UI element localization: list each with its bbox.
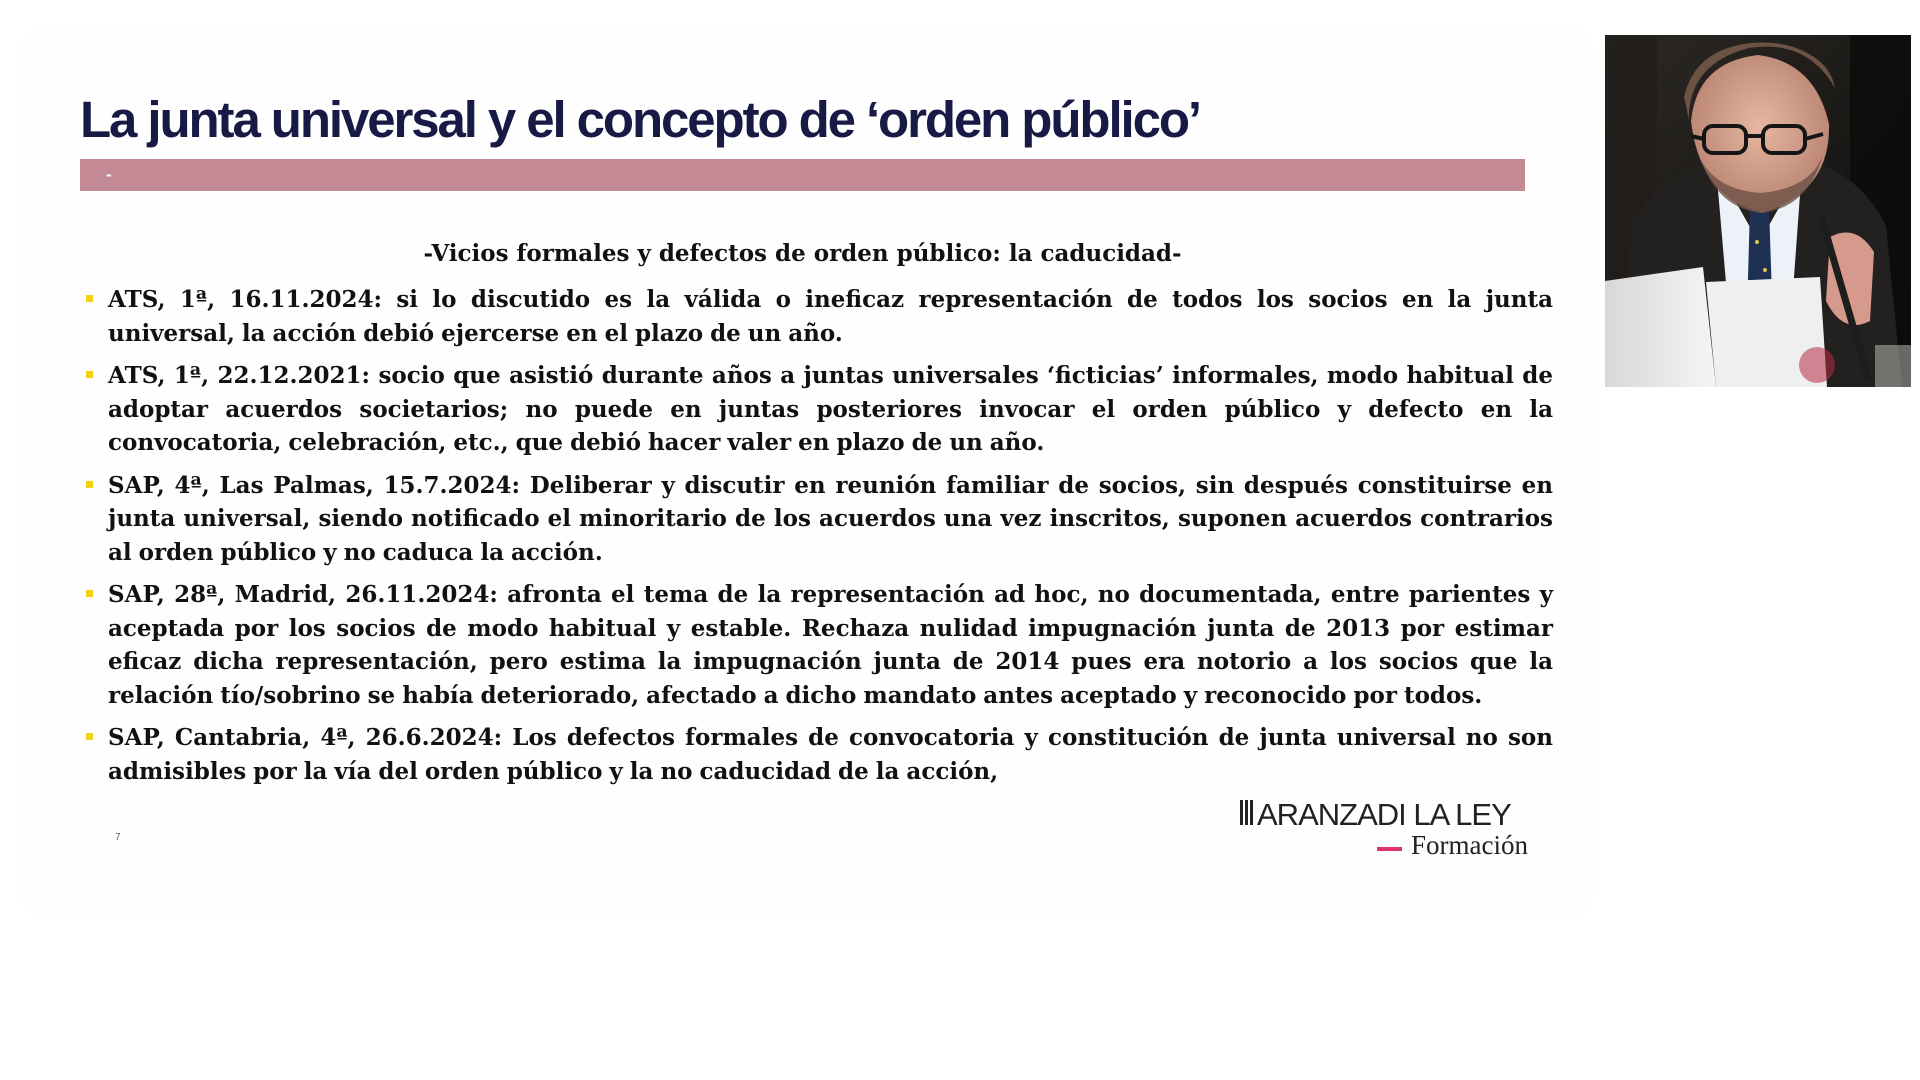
speaker-image: [1605, 35, 1911, 387]
bullet-marker-icon: [86, 371, 93, 378]
aranzadi-la-ley-logo: [1240, 795, 1560, 905]
water-glass: [1875, 345, 1911, 387]
bullet-text-1: ATS, 1ª, 16.11.2024: si lo discutido es la válida o ineficaz representación de todos los socios en la junta universal, la acción debió ejercerse en el plazo de un año.: [108, 286, 1553, 347]
speaker-camera-feed: [1605, 35, 1911, 387]
presentation-slide: [30, 35, 1585, 910]
logo-sub-text: Formación: [1411, 830, 1528, 860]
bullet-text-4: SAP, 28ª, Madrid, 26.11.2024: afronta el tema de la representación ad hoc, no documentada, entre parientes y aceptada por los socios de modo habitual y estable. Rechaza nulidad impugnación junta de 2013 por estimar eficaz dicha representación, pero estima la impugnación junta de 2014 pues era notorio a los socios que la relación tío/sobrino se había deteriorado, afectado a dicho mandato antes aceptado y reconocido por todos.: [108, 581, 1553, 709]
bullet-marker-icon: [86, 481, 93, 488]
bullet-item-3: [108, 469, 1553, 570]
bullet-item-5: [108, 721, 1553, 788]
logo-main-text: ARANZADI LA LEY: [1257, 797, 1511, 832]
bullet-list: [108, 283, 1553, 797]
bullet-marker-icon: [86, 590, 93, 597]
slide-title: La junta universal y el concepto de ‘orden público’: [80, 91, 1200, 148]
bullet-item-1: [108, 283, 1553, 350]
bullet-item-4: [108, 578, 1553, 712]
bullet-text-5: SAP, Cantabria, 4ª, 26.6.2024: Los defectos formales de convocatoria y constitución de junta universal no son admisibles por la vía del orden público y la no caducidad de la acción,: [108, 724, 1553, 785]
slide-subheading: -Vicios formales y defectos de orden público: la caducidad-: [423, 240, 1182, 267]
title-bar-mark: -: [106, 165, 112, 184]
bullet-marker-icon: [86, 295, 93, 302]
logo-accent-dash: [1377, 847, 1402, 851]
bullet-item-2: [108, 359, 1553, 460]
slide-page-number: 7: [115, 832, 121, 843]
bullet-text-2: ATS, 1ª, 22.12.2021: socio que asistió durante años a juntas universales ‘ficticias’ informales, modo habitual de adoptar acuerdos societarios; no puede en juntas posteriores invocar el orden público y defecto en la convocatoria, celebración, etc., que debió hacer valer en plazo de un año.: [108, 362, 1553, 456]
bullet-marker-icon: [86, 733, 93, 740]
bullet-text-3: SAP, 4ª, Las Palmas, 15.7.2024: Deliberar y discutir en reunión familiar de socios, sin después constituirse en junta universal, siendo notificado el minoritario de los acuerdos una vez inscritos, suponen acuerdos contrarios al orden público y no caduca la acción.: [108, 471, 1553, 566]
laptop-left: [1605, 267, 1716, 387]
title-bar: [80, 159, 1525, 191]
logo-lines-icon: [1240, 800, 1256, 825]
red-object: [1799, 347, 1835, 383]
